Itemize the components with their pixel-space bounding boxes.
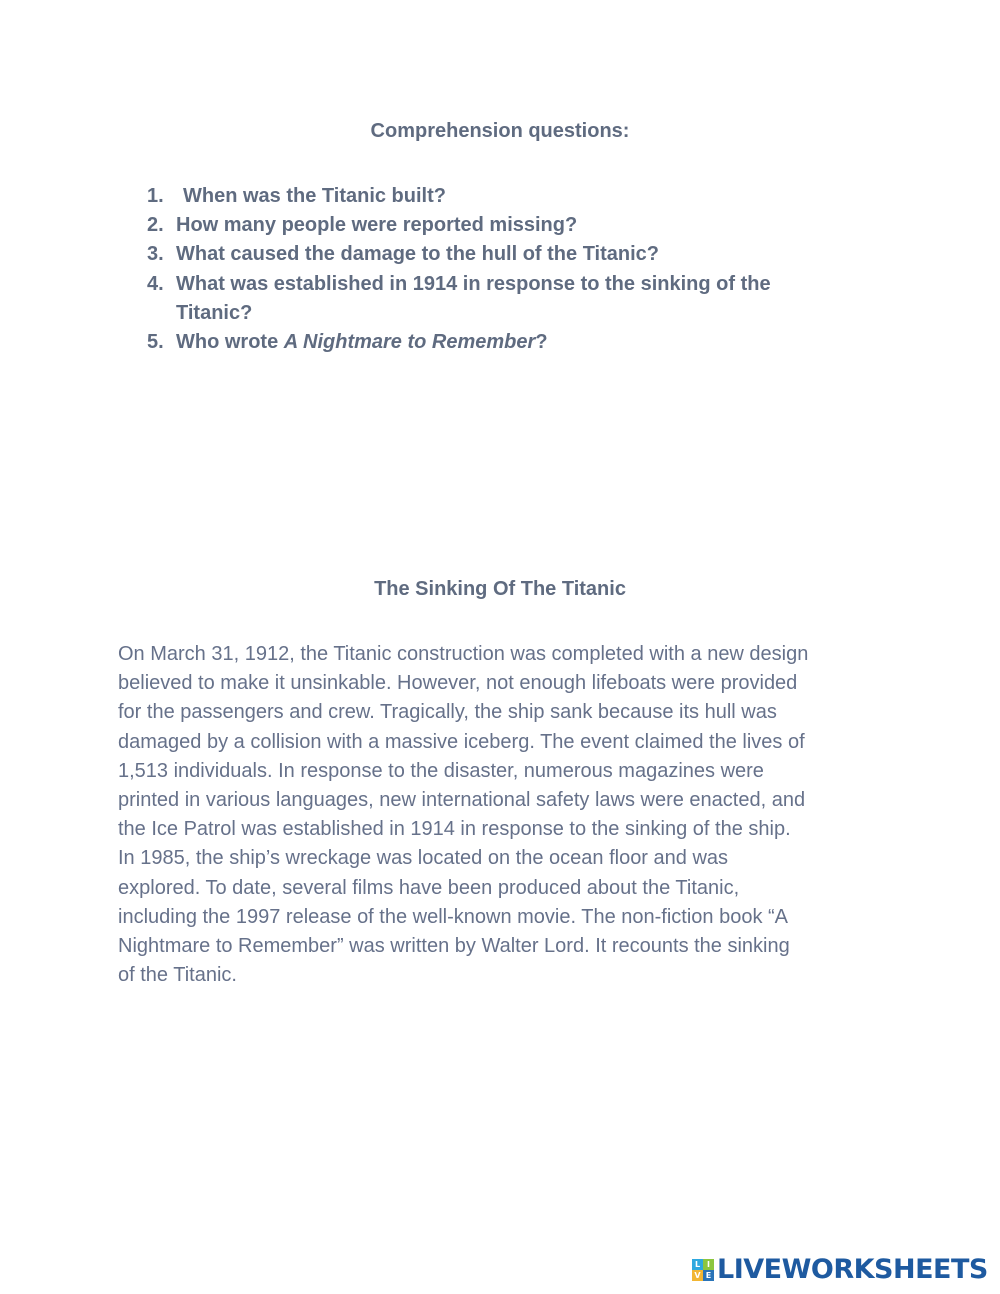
question-item: [118, 270, 858, 328]
story-line: damaged by a collision with a massive iceberg. The event claimed the lives of: [118, 730, 805, 753]
story-line: the Ice Patrol was established in 1914 in response to the sinking of the ship.: [118, 818, 791, 841]
question-item: [118, 182, 858, 211]
story-heading: The Sinking Of The Titanic: [374, 578, 626, 600]
story-line: printed in various languages, new international safety laws were enacted, and: [118, 789, 806, 812]
logo-text: LIVEWORKSHEETS: [717, 1254, 988, 1285]
logo-mark-letter: I: [703, 1259, 714, 1270]
story-line: of the Titanic.: [118, 964, 237, 987]
question-number: 2.: [147, 214, 164, 237]
story-line: Nightmare to Remember” was written by Walter Lord. It recounts the sinking: [118, 935, 790, 958]
story-line: explored. To date, several films have been produced about the Titanic,: [118, 876, 740, 899]
story-line: On March 31, 1912, the Titanic construction was completed with a new design: [118, 643, 809, 665]
story-line: including the 1997 release of the well-known movie. The non-fiction book “A: [118, 905, 789, 928]
story-line: 1,513 individuals. In response to the disaster, numerous magazines were: [118, 759, 764, 782]
question-text: When was the Titanic built?: [183, 185, 446, 207]
book-title: A Nightmare to Remember: [283, 331, 536, 354]
question-text-suffix: ?: [535, 331, 548, 354]
logo-mark-letter: E: [703, 1270, 714, 1281]
logo-mark-letter: L: [692, 1259, 703, 1270]
question-list: [118, 182, 858, 357]
question-text-line: Titanic?: [176, 301, 253, 324]
question-number: 3.: [147, 243, 164, 266]
question-text-prefix: Who wrote: [176, 331, 284, 354]
logo-mark-letter: V: [692, 1270, 703, 1281]
question-text: How many people were reported missing?: [176, 214, 578, 237]
comprehension-heading: Comprehension questions:: [370, 120, 630, 142]
logo-mark-icon: [692, 1259, 714, 1281]
question-item: [118, 328, 858, 357]
story-line: In 1985, the ship’s wreckage was located on the ocean floor and was: [118, 847, 729, 870]
question-item: [118, 240, 858, 269]
question-number: 1.: [147, 185, 164, 207]
question-number: 4.: [147, 272, 164, 295]
story-line: for the passengers and crew. Tragically, the ship sank because its hull was: [118, 701, 777, 724]
question-text: What caused the damage to the hull of the Titanic?: [176, 243, 660, 266]
question-number: 5.: [147, 331, 164, 354]
liveworksheets-logo: [692, 1255, 988, 1285]
story-paragraph: [118, 640, 888, 990]
story-line: believed to make it unsinkable. However, not enough lifeboats were provided: [118, 672, 798, 695]
question-item: [118, 211, 858, 240]
question-text-line: What was established in 1914 in response to the sinking of the: [176, 272, 771, 295]
